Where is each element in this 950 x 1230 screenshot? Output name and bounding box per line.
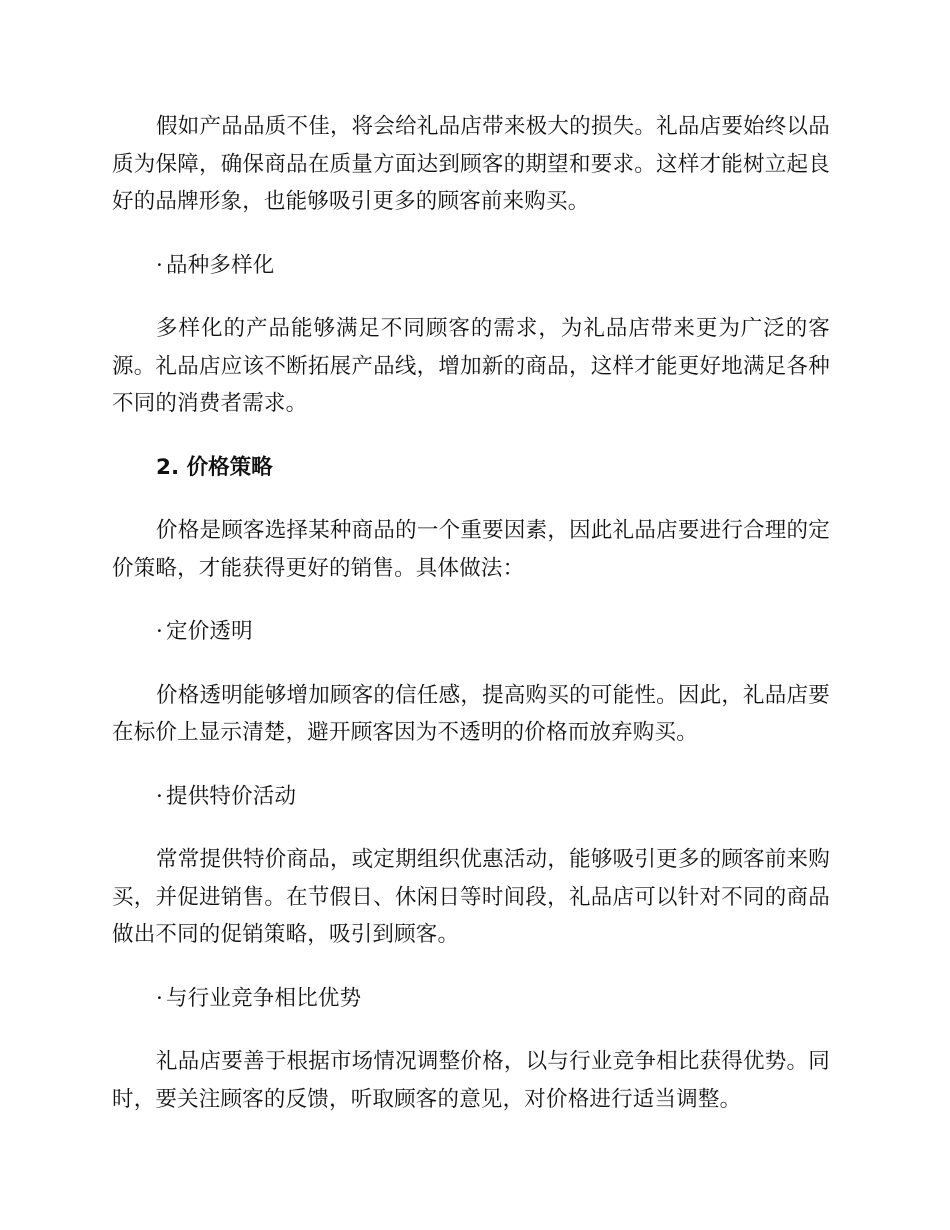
bullet-label: 与行业竞争相比优势: [166, 985, 362, 1011]
bullet-label: 定价透明: [166, 619, 253, 644]
bullet-dot-icon: ·: [156, 985, 164, 1011]
bullet-dot-icon: ·: [156, 783, 164, 809]
paragraph-transparent-pricing: 价格透明能够增加顾客的信任感，提高购买的可能性。因此，礼品店要在标价上显示清楚，避开顾客因为不透明的价格而放弃购买。: [112, 682, 830, 745]
paragraph-quality: 假如产品品质不佳，将会给礼品店带来极大的损失。礼品店要始终以品质为保障，确保商品在质量方面达到顾客的期望和要求。这样才能树立起良好的品牌形象，也能够吸引更多的顾客前来购买。: [112, 114, 830, 214]
bullet-dot-icon: ·: [156, 252, 164, 278]
bullet-label: 品种多样化: [166, 252, 275, 278]
section-heading-price-strategy: 2. 价格策略: [156, 454, 273, 480]
bullet-variety: [156, 247, 830, 285]
bullet-special-offers: [156, 778, 830, 816]
paragraph-variety: 多样化的产品能够满足不同顾客的需求，为礼品店带来更为广泛的客源。礼品店应该不断拓展产品线，增加新的商品，这样才能更好地满足各种不同的消费者需求。: [112, 316, 830, 416]
document-page: [112, 108, 830, 1144]
bullet-transparent-pricing: [156, 613, 830, 651]
bullet-label: 提供特价活动: [166, 783, 297, 809]
bullet-competitive-advantage: [156, 980, 830, 1018]
paragraph-competitive-advantage: 礼品店要善于根据市场情况调整价格，以与行业竞争相比获得优势。同时，要关注顾客的反馈，听取顾客的意见，对价格进行适当调整。: [112, 1049, 830, 1112]
paragraph-special-offers: 常常提供特价商品，或定期组织优惠活动，能够吸引更多的顾客前来购买，并促进销售。在节假日、休闲日等时间段，礼品店可以针对不同的商品做出不同的促销策略，吸引到顾客。: [112, 847, 830, 947]
paragraph-price-intro: 价格是顾客选择某种商品的一个重要因素，因此礼品店要进行合理的定价策略，才能获得更好的销售。具体做法：: [112, 518, 830, 581]
bullet-dot-icon: ·: [156, 619, 164, 644]
